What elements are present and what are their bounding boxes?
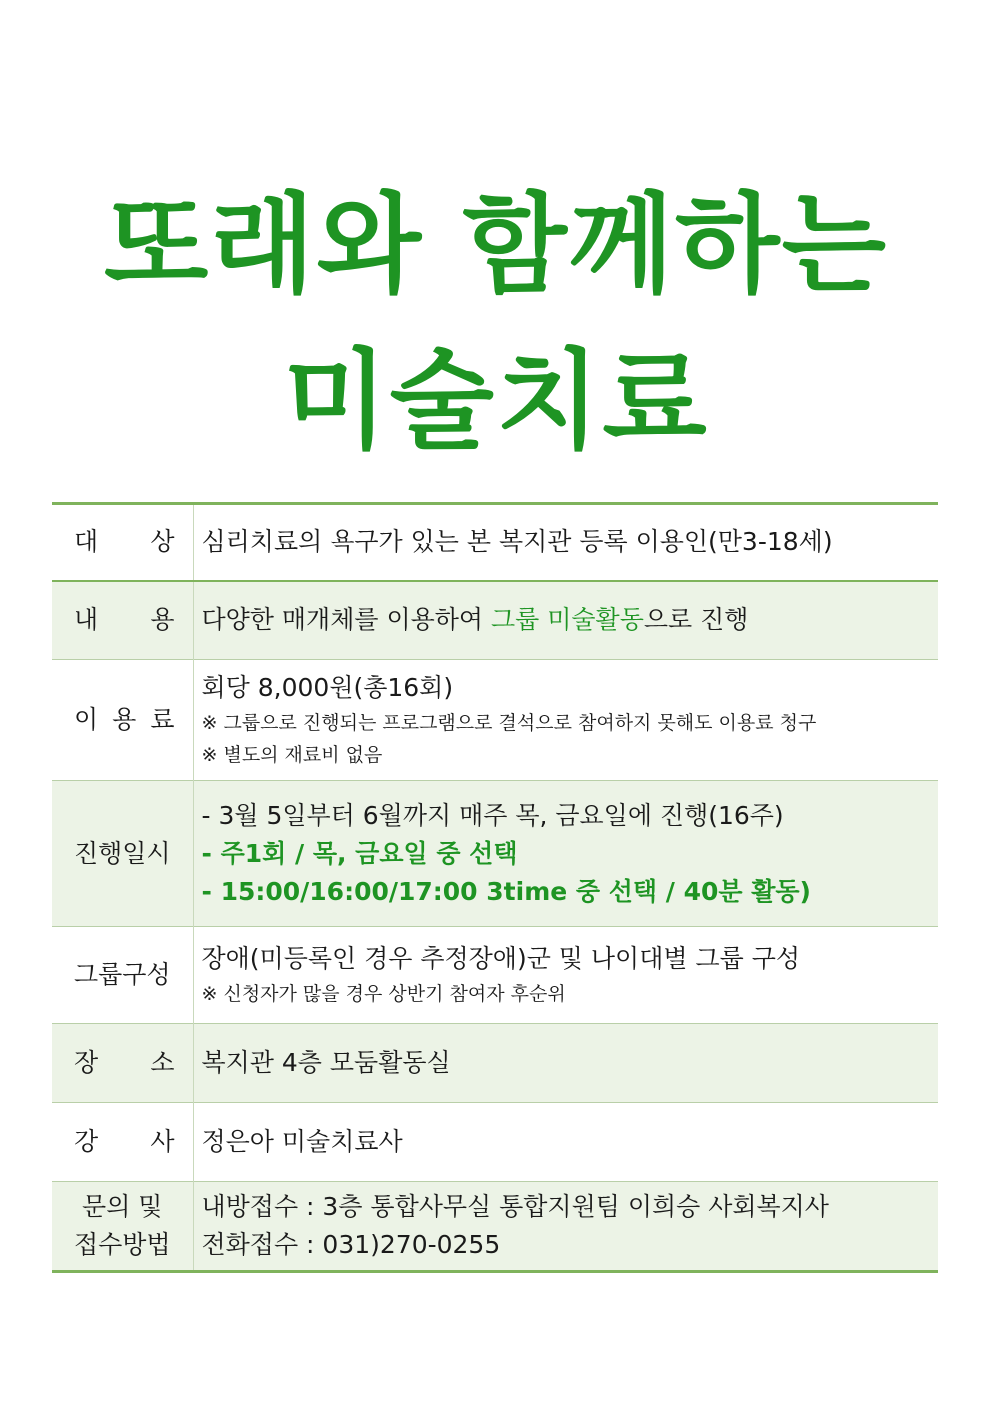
label-char: 용 — [150, 605, 175, 635]
content-text-after: 으로 진행 — [643, 605, 749, 635]
contact-visit: 내방접수 : 3층 통합사무실 통합지원팀 이희승 사회복지사 — [201, 1192, 829, 1221]
row-target — [52, 504, 938, 581]
label-contact-line-1: 문의 및 — [82, 1192, 163, 1221]
label-char: 내 — [74, 605, 99, 635]
fee-note-1: ※ 그룹으로 진행되는 프로그램으로 결석으로 참여하지 못해도 이용료 청구 — [201, 712, 817, 734]
group-main: 장애(미등록인 경우 추정장애)군 및 나이대별 그룹 구성 — [201, 944, 800, 973]
fee-note-2: ※ 별도의 재료비 없음 — [201, 744, 383, 766]
row-fee — [52, 660, 938, 781]
schedule-line-3: - 15:00/16:00/17:00 3time 중 선택 / 40분 활동) — [201, 876, 811, 906]
label-char: 이 — [74, 705, 99, 734]
label-group: 그룹구성 — [52, 927, 193, 1024]
label-char: 장 — [74, 1048, 99, 1077]
label-schedule: 진행일시 — [52, 781, 193, 927]
value-place: 복지관 4층 모둠활동실 — [193, 1024, 938, 1103]
value-content — [193, 581, 938, 660]
value-target: 심리치료의 욕구가 있는 본 복지관 등록 이용인(만3-18세) — [201, 527, 833, 557]
value-instructor: 정은아 미술치료사 — [193, 1103, 938, 1182]
content-text-before: 다양한 매개체를 이용하여 — [201, 605, 491, 635]
label-contact — [52, 1182, 193, 1272]
row-instructor — [52, 1103, 938, 1182]
label-char: 소 — [150, 1048, 175, 1077]
label-char: 강 — [74, 1127, 99, 1156]
label-char: 상 — [150, 527, 175, 557]
page-title-line1: 또래와 함께하는 — [104, 183, 888, 308]
value-group — [193, 927, 938, 1024]
row-contact — [52, 1182, 938, 1272]
row-group — [52, 927, 938, 1024]
row-schedule — [52, 781, 938, 927]
label-place — [52, 1024, 193, 1103]
value-schedule — [193, 781, 938, 927]
value-contact — [193, 1182, 938, 1272]
row-content — [52, 581, 938, 660]
value-fee — [193, 660, 938, 781]
label-contact-line-2: 접수방법 — [73, 1230, 171, 1259]
page-title-line2: 미술치료 — [283, 339, 709, 464]
schedule-line-2: - 주1회 / 목, 금요일 중 선택 — [201, 838, 518, 868]
program-info-table — [52, 502, 938, 1273]
label-content — [52, 581, 193, 660]
contact-phone: 전화접수 : 031)270-0255 — [201, 1230, 501, 1259]
fee-main: 회당 8,000원(총16회) — [201, 673, 454, 702]
row-place — [52, 1024, 938, 1103]
label-char: 대 — [74, 527, 99, 557]
schedule-line-1: - 3월 5일부터 6월까지 매주 목, 금요일에 진행(16주) — [201, 800, 784, 830]
label-instructor — [52, 1103, 193, 1182]
label-fee — [52, 660, 193, 781]
label-target — [52, 504, 193, 581]
label-char: 용 — [112, 705, 137, 734]
group-note: ※ 신청자가 많을 경우 상반기 참여자 후순위 — [201, 983, 566, 1005]
content-text-highlight: 그룹 미술활동 — [491, 605, 644, 635]
label-char: 사 — [150, 1127, 175, 1156]
label-char: 료 — [150, 705, 175, 734]
